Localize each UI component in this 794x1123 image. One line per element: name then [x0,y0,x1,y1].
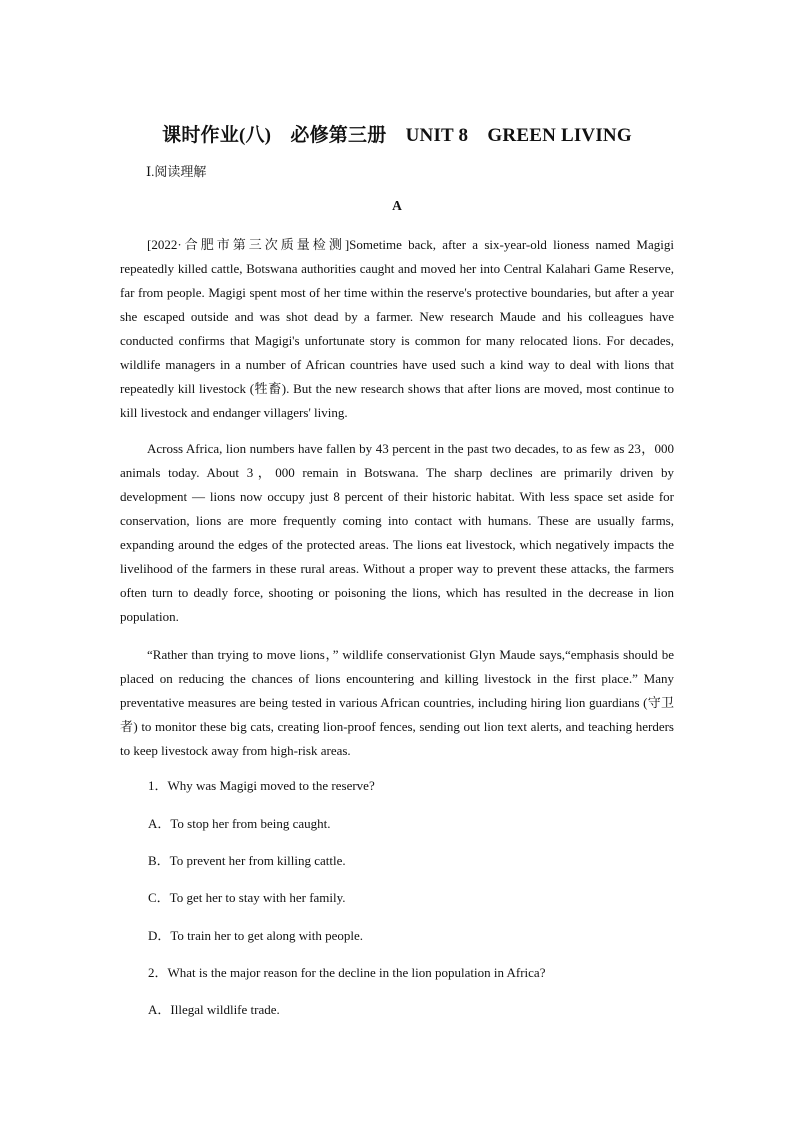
passage-paragraph-3: “Rather than trying to move lions，” wildlife conservationist Glyn Maude says,“emphasis should be placed on reducing the chances of lions encountering and killing livestock in the first place.” Many preventative measures are being tested in various African countries, including hiring lion guardians (守卫者) to monitor these big cats, creating lion-proof fences, sending out lion text alerts, and teaching herders to keep livestock away from high-risk areas. [120,647,674,758]
question-2-stem: 2．What is the major reason for the decline in the lion population in Africa? [148,965,546,980]
question-1-option-a: A．To stop her from being caught. [148,816,331,831]
passage-paragraph-1: [2022·合肥市第三次质量检测]Sometime back, after a six-year-old lioness named Magigi repeatedly killed cattle, Botswana authorities caught and moved her into Central Kalahari Game Reserve, far from people. Magigi spent most of her time within the reserve's protective boundaries, but after a year she escaped outside and was shot dead by a farmer. New research Maude and his colleagues have conducted confirms that Magigi's unfortunate story is common for many relocated lions. For decades, wildlife managers in a number of African countries have used such a kind way to deal with lions that repeatedly kill livestock (牲畜). But the new research shows that after lions are moved, most continue to kill livestock and endanger villagers' living. [120,237,674,420]
question-1-option-d: D．To train her to get along with people. [148,928,363,943]
passage-letter: A [392,198,402,213]
question-1-option-b: B．To prevent her from killing cattle. [148,853,346,868]
question-1-stem: 1．Why was Magigi moved to the reserve? [148,778,375,793]
section-heading: Ⅰ.阅读理解 [146,164,207,179]
passage-paragraph-2: Across Africa, lion numbers have fallen by 43 percent in the past two decades, to as few as 23，000 animals today. About 3，000 remain in Botswana. The sharp declines are primarily driven by development — lions now occupy just 8 percent of their historic habitat. With less space set aside for conservation, lions are more frequently coming into contact with humans. These are usually farms, expanding around the edges of the protected areas. The lions eat livestock, which negatively impacts the livelihood of the farmers in these rural areas. Without a proper way to prevent these attacks, the farmers often turn to deadly force, shooting or poisoning the lions, which has resulted in the decrease in lion population. [120,441,674,624]
question-1-option-c: C．To get her to stay with her family. [148,890,346,905]
question-2-option-a: A．Illegal wildlife trade. [148,1002,280,1017]
page-title: 课时作业(八) 必修第三册 UNIT 8 GREEN LIVING [162,125,632,146]
